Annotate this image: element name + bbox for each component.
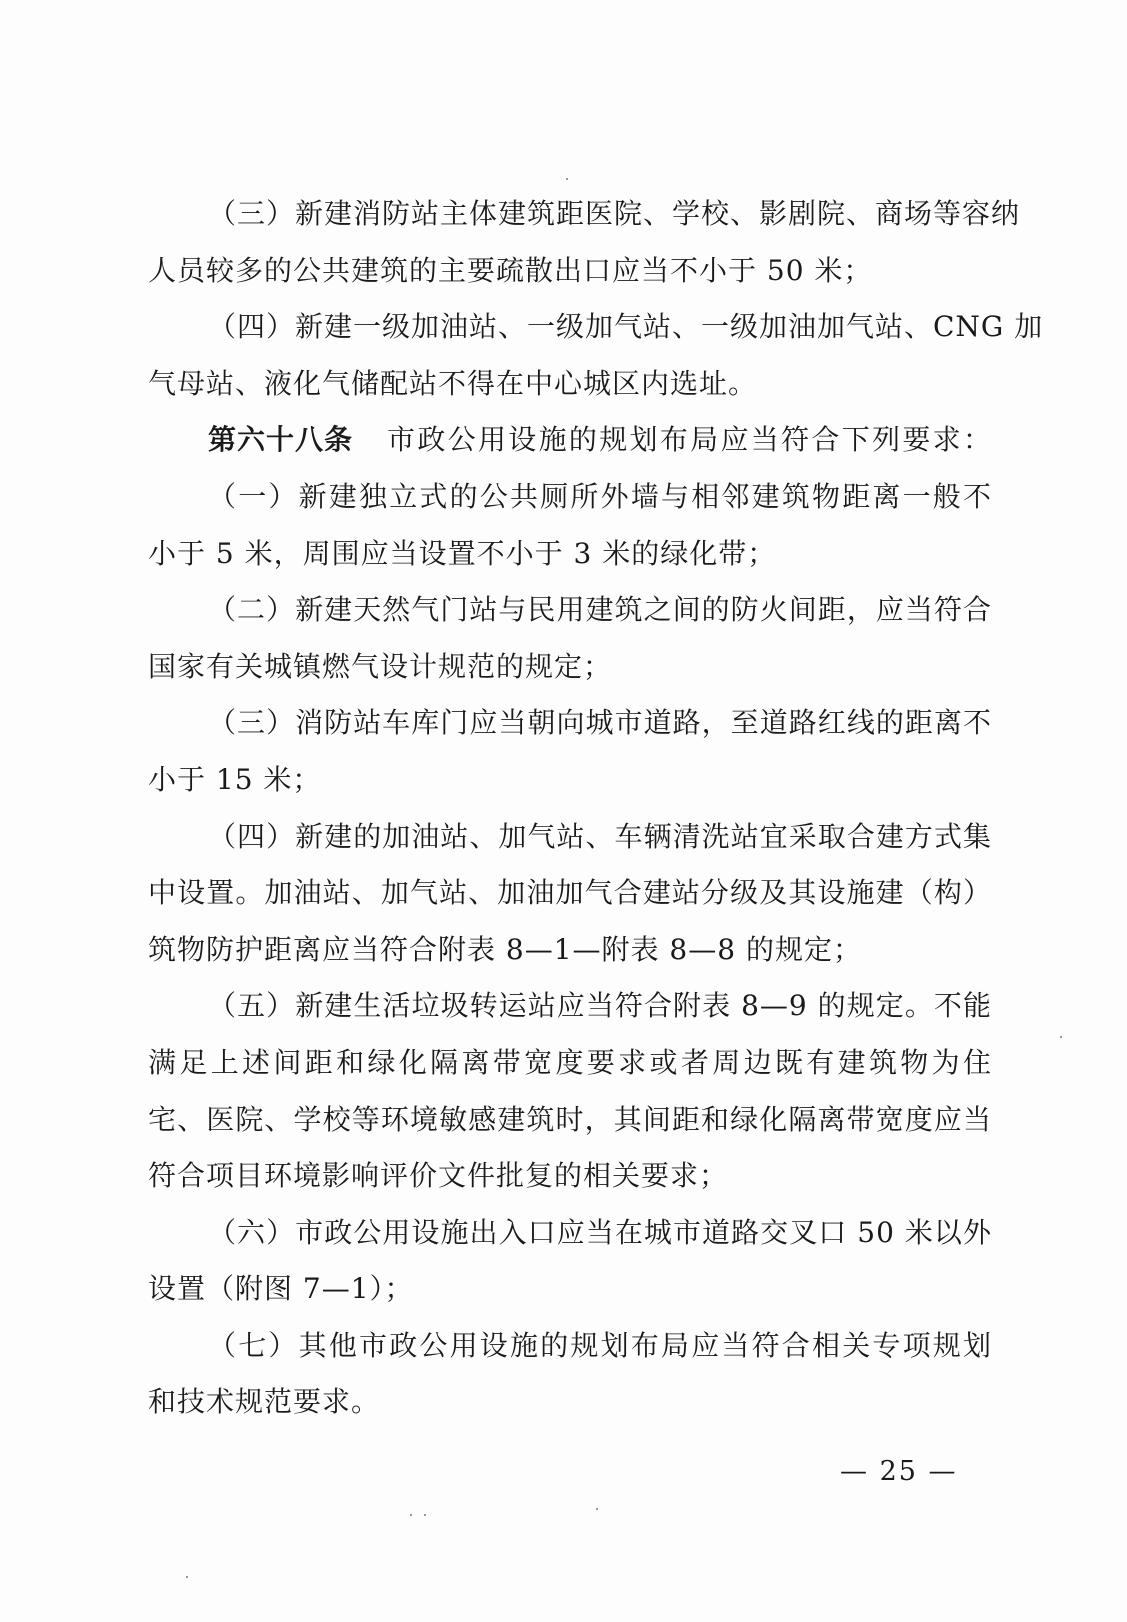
text-line: （三）新建消防站主体建筑距医院、学校、影剧院、商场等容纳 <box>208 197 1021 230</box>
text-line: 人员较多的公共建筑的主要疏散出口应当不小于 50 米； <box>148 253 873 287</box>
text-line: 小于 15 米； <box>148 762 322 796</box>
page-number: — 25 — <box>840 1456 958 1487</box>
scan-speck <box>566 178 568 180</box>
text-line: （一）新建独立式的公共厕所外墙与相邻建筑物距离一般不 <box>208 479 992 513</box>
list-item-garbage-transfer <box>148 978 992 1204</box>
list-item-gas-gate-station <box>148 582 992 695</box>
scan-speck <box>410 1514 412 1516</box>
text-line: （五）新建生活垃圾转运站应当符合附表 8—9 的规定。不能 <box>208 989 992 1023</box>
text-line: 中设置。加油站、加气站、加油加气合建站分级及其设施建（构） <box>148 876 992 910</box>
text-line: （六）市政公用设施出入口应当在城市道路交叉口 50 米以外 <box>208 1215 992 1249</box>
text-line: 符合项目环境影响评价文件批复的相关要求； <box>148 1159 729 1193</box>
text-line: 国家有关城镇燃气设计规范的规定； <box>148 649 613 683</box>
text-line: 筑物防护距离应当符合附表 8—1—附表 8—8 的规定； <box>148 932 862 966</box>
text-line: 和技术规范要求。 <box>148 1385 381 1419</box>
article-68-intro <box>148 412 992 469</box>
scan-speck <box>1060 1036 1062 1038</box>
text-line: 宅、医院、学校等环境敏感建筑时，其间距和绿化隔离带宽度应当 <box>148 1102 992 1136</box>
list-item-other-facilities <box>148 1318 992 1431</box>
text-line: （三）消防站车库门应当朝向城市道路，至道路红线的距离不 <box>208 706 992 740</box>
text-line: 满足上述间距和绿化隔离带宽度要求或者周边既有建筑物为住 <box>148 1045 992 1079</box>
list-item-entrance-setback <box>148 1205 992 1318</box>
article-intro-text: 市政公用设施的规划布局应当符合下列要求： <box>387 423 992 457</box>
page-body <box>148 186 1044 1431</box>
text-line: 设置（附图 7—1）； <box>148 1272 414 1306</box>
scan-speck <box>596 1508 598 1510</box>
list-item-public-toilet <box>148 469 992 582</box>
list-item-fuel-stations <box>148 809 992 979</box>
text-line: （四）新建一级加油站、一级加气站、一级加油加气站、CNG 加 <box>208 310 1044 344</box>
scan-speck <box>186 1576 188 1578</box>
scan-speck <box>424 1514 426 1516</box>
text-line: 小于 5 米，周围应当设置不小于 3 米的绿化带； <box>148 536 777 570</box>
list-item-fire-garage <box>148 695 992 808</box>
text-line: （七）其他市政公用设施的规划布局应当符合相关专项规划 <box>208 1328 992 1362</box>
paragraph-gas-station-siting <box>148 299 1044 412</box>
text-line: 气母站、液化气储配站不得在中心城区内选址。 <box>148 366 758 400</box>
text-line: （四）新建的加油站、加气站、车辆清洗站宜采取合建方式集 <box>208 819 992 853</box>
text-line: （二）新建天然气门站与民用建筑之间的防火间距，应当符合 <box>208 593 992 627</box>
paragraph-fire-station <box>148 186 1021 299</box>
article-heading: 第六十八条 <box>208 423 354 457</box>
